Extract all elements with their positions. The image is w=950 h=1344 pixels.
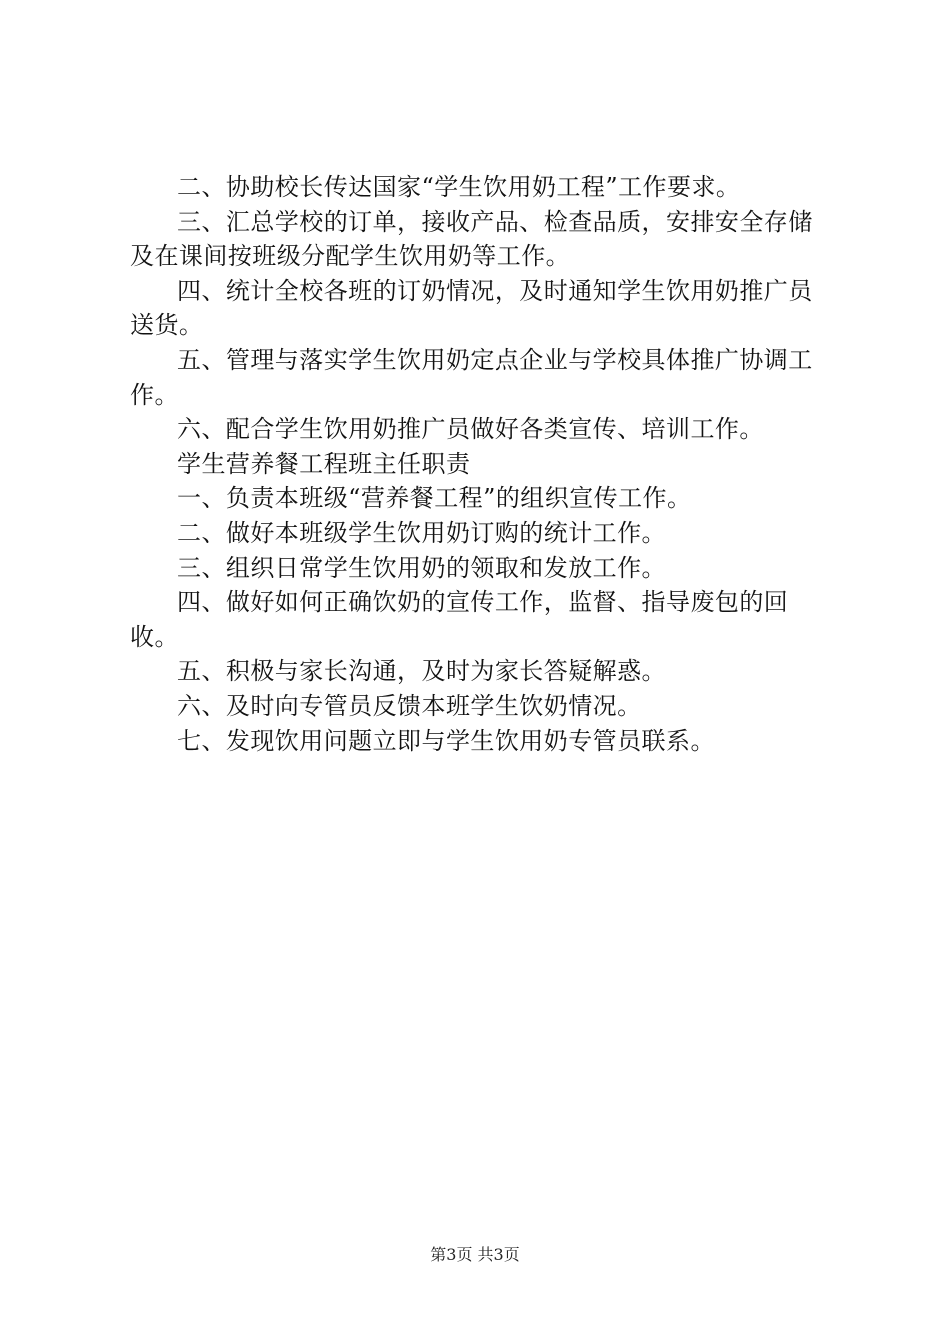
section-heading: 学生营养餐工程班主任职责 xyxy=(177,449,471,478)
paragraph: 四、统计全校各班的订奶情况，及时通知学生饮用奶推广员送货。 xyxy=(130,276,813,340)
paragraph: 五、积极与家长沟通，及时为家长答疑解惑。 xyxy=(177,657,666,686)
paragraph: 七、发现饮用问题立即与学生饮用奶专管员联系。 xyxy=(177,726,715,755)
paragraph: 五、管理与落实学生饮用奶定点企业与学校具体推广协调工作。 xyxy=(130,345,813,409)
document-body xyxy=(130,170,830,758)
paragraph: 四、做好如何正确饮奶的宣传工作，监督、指导废包的回收。 xyxy=(130,588,789,651)
paragraph: 一、负责本班级“营养餐工程”的组织宣传工作。 xyxy=(177,484,692,513)
paragraph: 三、组织日常学生饮用奶的领取和发放工作。 xyxy=(177,553,666,582)
page-footer: 第3页 共3页 xyxy=(430,1245,520,1264)
paragraph: 六、配合学生饮用奶推广员做好各类宣传、培训工作。 xyxy=(177,415,764,444)
paragraph: 三、汇总学校的订单，接收产品、检查品质，安排安全存储及在课间按班级分配学生饮用奶等工作。 xyxy=(130,207,813,271)
paragraph: 六、及时向专管员反馈本班学生饮奶情况。 xyxy=(177,691,642,720)
paragraph: 二、协助校长传达国家“学生饮用奶工程”工作要求。 xyxy=(177,173,741,201)
paragraph: 二、做好本班级学生饮用奶订购的统计工作。 xyxy=(177,518,666,547)
